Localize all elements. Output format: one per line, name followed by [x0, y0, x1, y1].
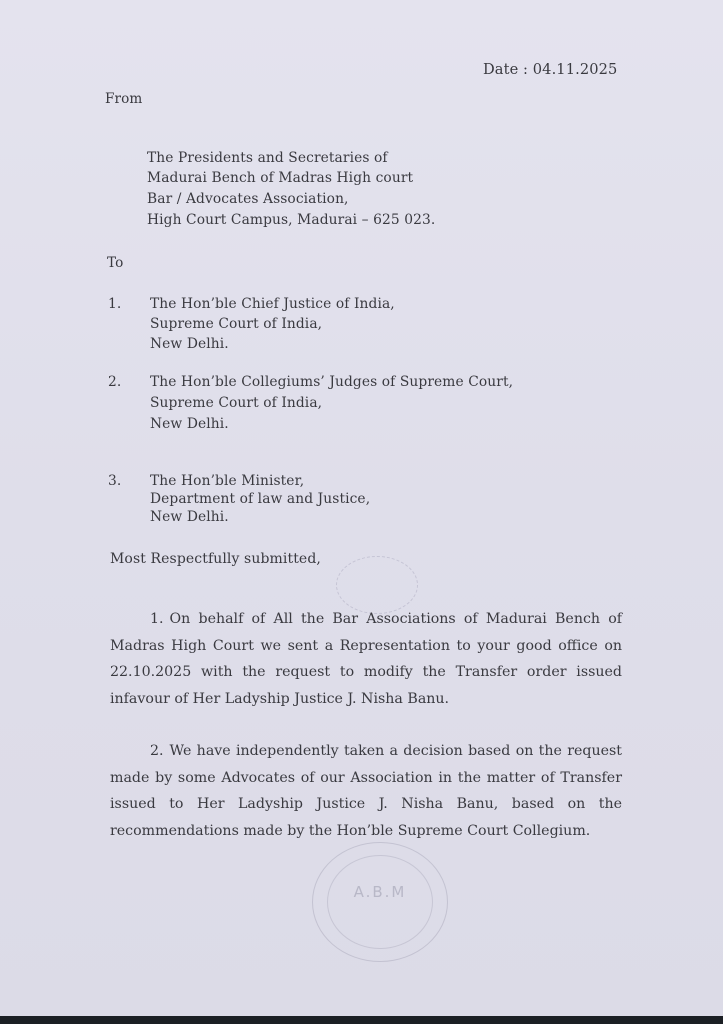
recipient-number: 1. [108, 296, 122, 312]
recipient-number: 2. [108, 374, 122, 390]
paragraph-2 [110, 738, 622, 844]
recipient-line: Supreme Court of India, [150, 316, 323, 332]
from-label: From [105, 91, 143, 107]
scan-bottom-edge [0, 1016, 723, 1024]
paragraph-1 [110, 606, 622, 712]
from-line: Madurai Bench of Madras High court [147, 170, 414, 186]
recipient-line: Supreme Court of India, [150, 395, 323, 411]
from-line: High Court Campus, Madurai – 625 023. [147, 212, 436, 228]
paragraph-text: On behalf of All the Bar Associations of Madurai Bench of Madras High Court we sent a Representation to your good office on 22.10.2025 with the request to modify the Transfer order issued infavour of Her Ladyship Justice J. Nisha Banu. [110, 611, 622, 707]
letter-date: Date : 04.11.2025 [483, 61, 618, 78]
recipient-line: New Delhi. [150, 509, 229, 525]
recipient-line: Department of law and Justice, [150, 491, 371, 507]
from-line: Bar / Advocates Association, [147, 191, 349, 207]
paragraph-number: 2. [150, 743, 164, 759]
recipient-line: The Hon’ble Minister, [150, 473, 305, 489]
seal-inner-ring [327, 855, 433, 949]
seal-text: A.B.M [353, 883, 407, 901]
paragraph-text: We have independently taken a decision based on the request made by some Advocates of our Association in the matter of Transfer issued to Her Ladyship Justice J. Nisha Banu, based on the recommendations made by the Hon’ble Supreme Court Collegium. [110, 743, 622, 839]
recipient-line: New Delhi. [150, 336, 229, 352]
from-line: The Presidents and Secretaries of [147, 150, 388, 166]
association-seal [312, 842, 448, 962]
recipient-line: The Hon’ble Collegiums’ Judges of Supreme Court, [150, 374, 514, 390]
recipient-number: 3. [108, 473, 122, 489]
paragraph-number: 1. [150, 611, 164, 627]
recipient-line: The Hon’ble Chief Justice of India, [150, 296, 395, 312]
greeting: Most Respectfully submitted, [110, 551, 321, 567]
to-label: To [107, 255, 124, 271]
recipient-line: New Delhi. [150, 416, 229, 432]
